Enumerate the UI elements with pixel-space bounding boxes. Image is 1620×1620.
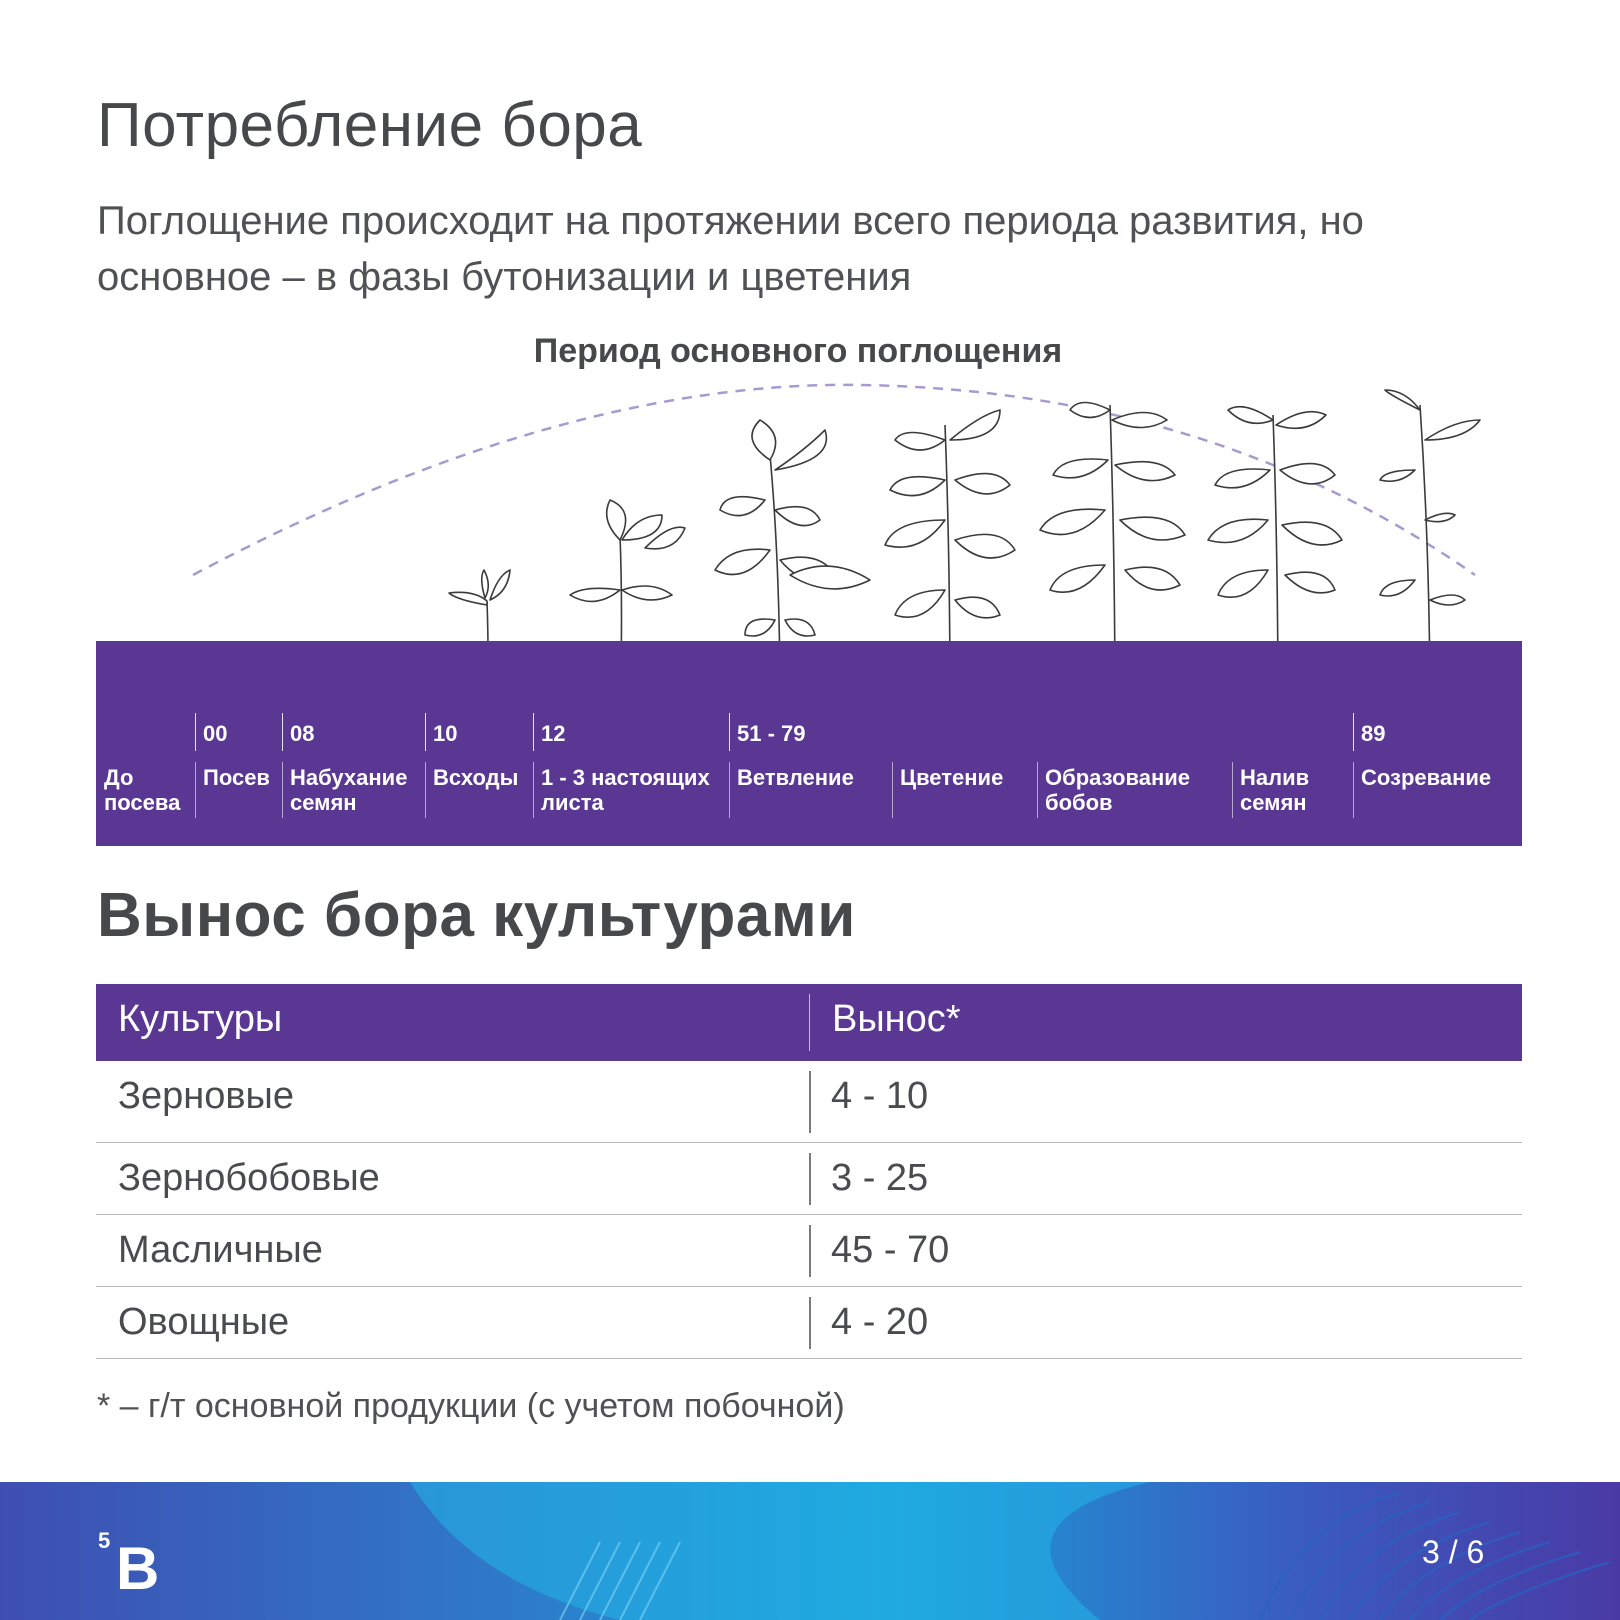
section-title: Вынос бора культурами [97, 881, 856, 950]
stage-name: Набухание семян [290, 765, 408, 815]
stage-code: 08 [290, 721, 315, 746]
stage-name: Ветвление [737, 765, 854, 790]
table-row [96, 1287, 1522, 1359]
page-indicator: 3 / 6 [1422, 1534, 1485, 1570]
footnote: * – г/т основной продукции (с учетом побочной) [97, 1387, 845, 1425]
table-header [96, 984, 1522, 1061]
table-row [96, 1061, 1522, 1143]
stage-name: 1 - 3 настоящих листа [541, 765, 710, 815]
column-header-crops: Культуры [118, 998, 283, 1040]
crop-cell: Овощные [118, 1301, 290, 1343]
boron-removal-table [96, 984, 1522, 1359]
footer-wave-background [0, 1482, 1620, 1620]
absorption-period-label: Период основного поглощения [533, 332, 1063, 370]
crop-cell: Зерновые [118, 1075, 294, 1117]
stage-code: 89 [1361, 721, 1386, 746]
removal-cell: 4 - 10 [831, 1075, 929, 1117]
stage-code: 12 [541, 721, 566, 746]
crop-cell: Зернобобовые [118, 1157, 380, 1199]
removal-cell: 4 - 20 [831, 1301, 929, 1343]
stage-name: Посев [203, 765, 270, 790]
crop-cell: Масличные [118, 1229, 323, 1271]
table-row [96, 1143, 1522, 1215]
logo-superscript: 5 [98, 1528, 111, 1553]
stage-name: До посева [104, 765, 181, 815]
stage-name: Образование бобов [1045, 765, 1190, 815]
stage-code: 10 [433, 721, 458, 746]
stage-name: Цветение [900, 765, 1004, 790]
page-title: Потребление бора [97, 91, 643, 160]
growth-stage-band [96, 641, 1522, 846]
removal-cell: 3 - 25 [831, 1157, 929, 1199]
plant-growth-illustration [0, 0, 1620, 720]
stage-name: Налив семян [1240, 765, 1310, 815]
table-row [96, 1215, 1522, 1287]
column-header-removal: Вынос* [832, 998, 961, 1040]
stage-name: Созревание [1361, 765, 1492, 790]
brand-logo: B [116, 1535, 160, 1602]
stage-code: 51 - 79 [737, 721, 806, 746]
stage-code: 00 [203, 721, 228, 746]
removal-cell: 45 - 70 [831, 1229, 950, 1271]
footer-banner [0, 1482, 1620, 1620]
stage-name: Всходы [433, 765, 519, 790]
page-subtitle: Поглощение происходит на протяжении всего периода развития, но основное – в фазы бутонизации и цветения [97, 199, 1364, 299]
